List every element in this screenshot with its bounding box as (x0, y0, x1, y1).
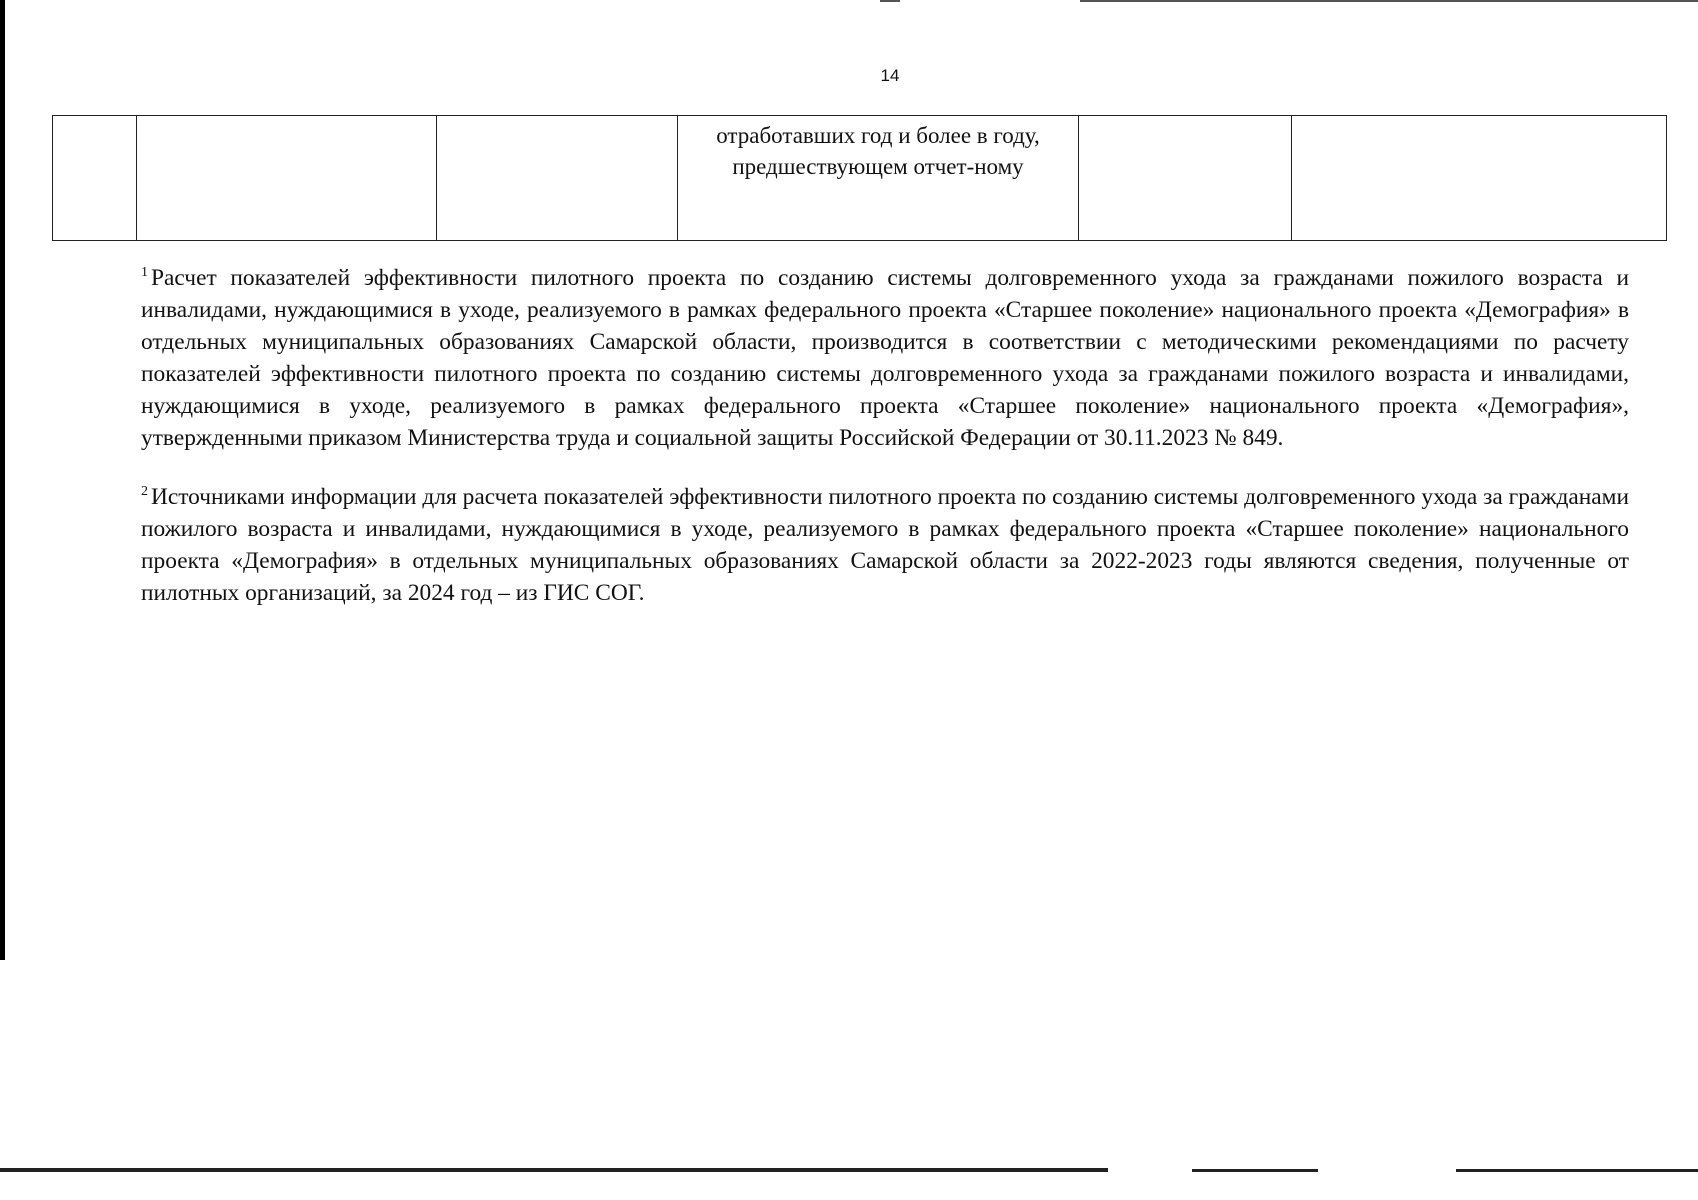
table-cell (1079, 116, 1292, 241)
scan-edge-shadow (0, 0, 5, 960)
table-row (53, 116, 1667, 241)
table-cell (137, 116, 437, 241)
footnote-2 (141, 481, 1629, 609)
indicator-description-cell: отработавших год и более в году, предшествующем отчет-ному (678, 116, 1079, 241)
scan-top-line (1080, 0, 1698, 2)
footnote-text: Расчет показателей эффективности пилотного проекта по созданию системы долговременного ухода за гражданами пожилого возраста и инвалидами, нуждающимися в уходе, реализуемого в рамках федерального проекта «Старшее поколение» национального проекта «Демография» в отдельных муниципальных образованиях Самарской области, производится в соответствии с методическими рекомендациями по расчету показателей эффективности пилотного проекта по созданию системы долговременного ухода за гражданами пожилого возраста и инвалидами, нуждающимися в уходе, реализуемого в рамках федерального проекта «Старшее поколение» национального проекта «Демография», утвержденными приказом Министерства труда и социальной защиты Российской Федерации от 30.11.2023 № 849. (141, 265, 1629, 451)
footnote-mark: 1 (141, 265, 148, 280)
continued-table (52, 115, 1667, 241)
scan-bottom-line (0, 1168, 1108, 1172)
scan-bottom-line (1456, 1169, 1698, 1172)
table-cell (53, 116, 137, 241)
table-cell (437, 116, 678, 241)
scan-top-mark (880, 0, 900, 2)
scan-bottom-line (1192, 1169, 1318, 1172)
footnote-1 (141, 262, 1629, 454)
table-cell (1292, 116, 1667, 241)
footnotes (141, 262, 1629, 636)
page-number: 14 (880, 66, 900, 85)
footnote-mark: 2 (141, 484, 148, 499)
footnote-text: Источниками информации для расчета показателей эффективности пилотного проекта по созданию системы долговременного ухода за гражданами пожилого возраста и инвалидами, нуждающимися в уходе, реализуемого в рамках федерального проекта «Старшее поколение» национального проекта «Демография» в отдельных муниципальных образованиях Самарской области за 2022-2023 годы являются сведения, полученные от пилотных организаций, за 2024 год – из ГИС СОГ. (141, 484, 1629, 606)
